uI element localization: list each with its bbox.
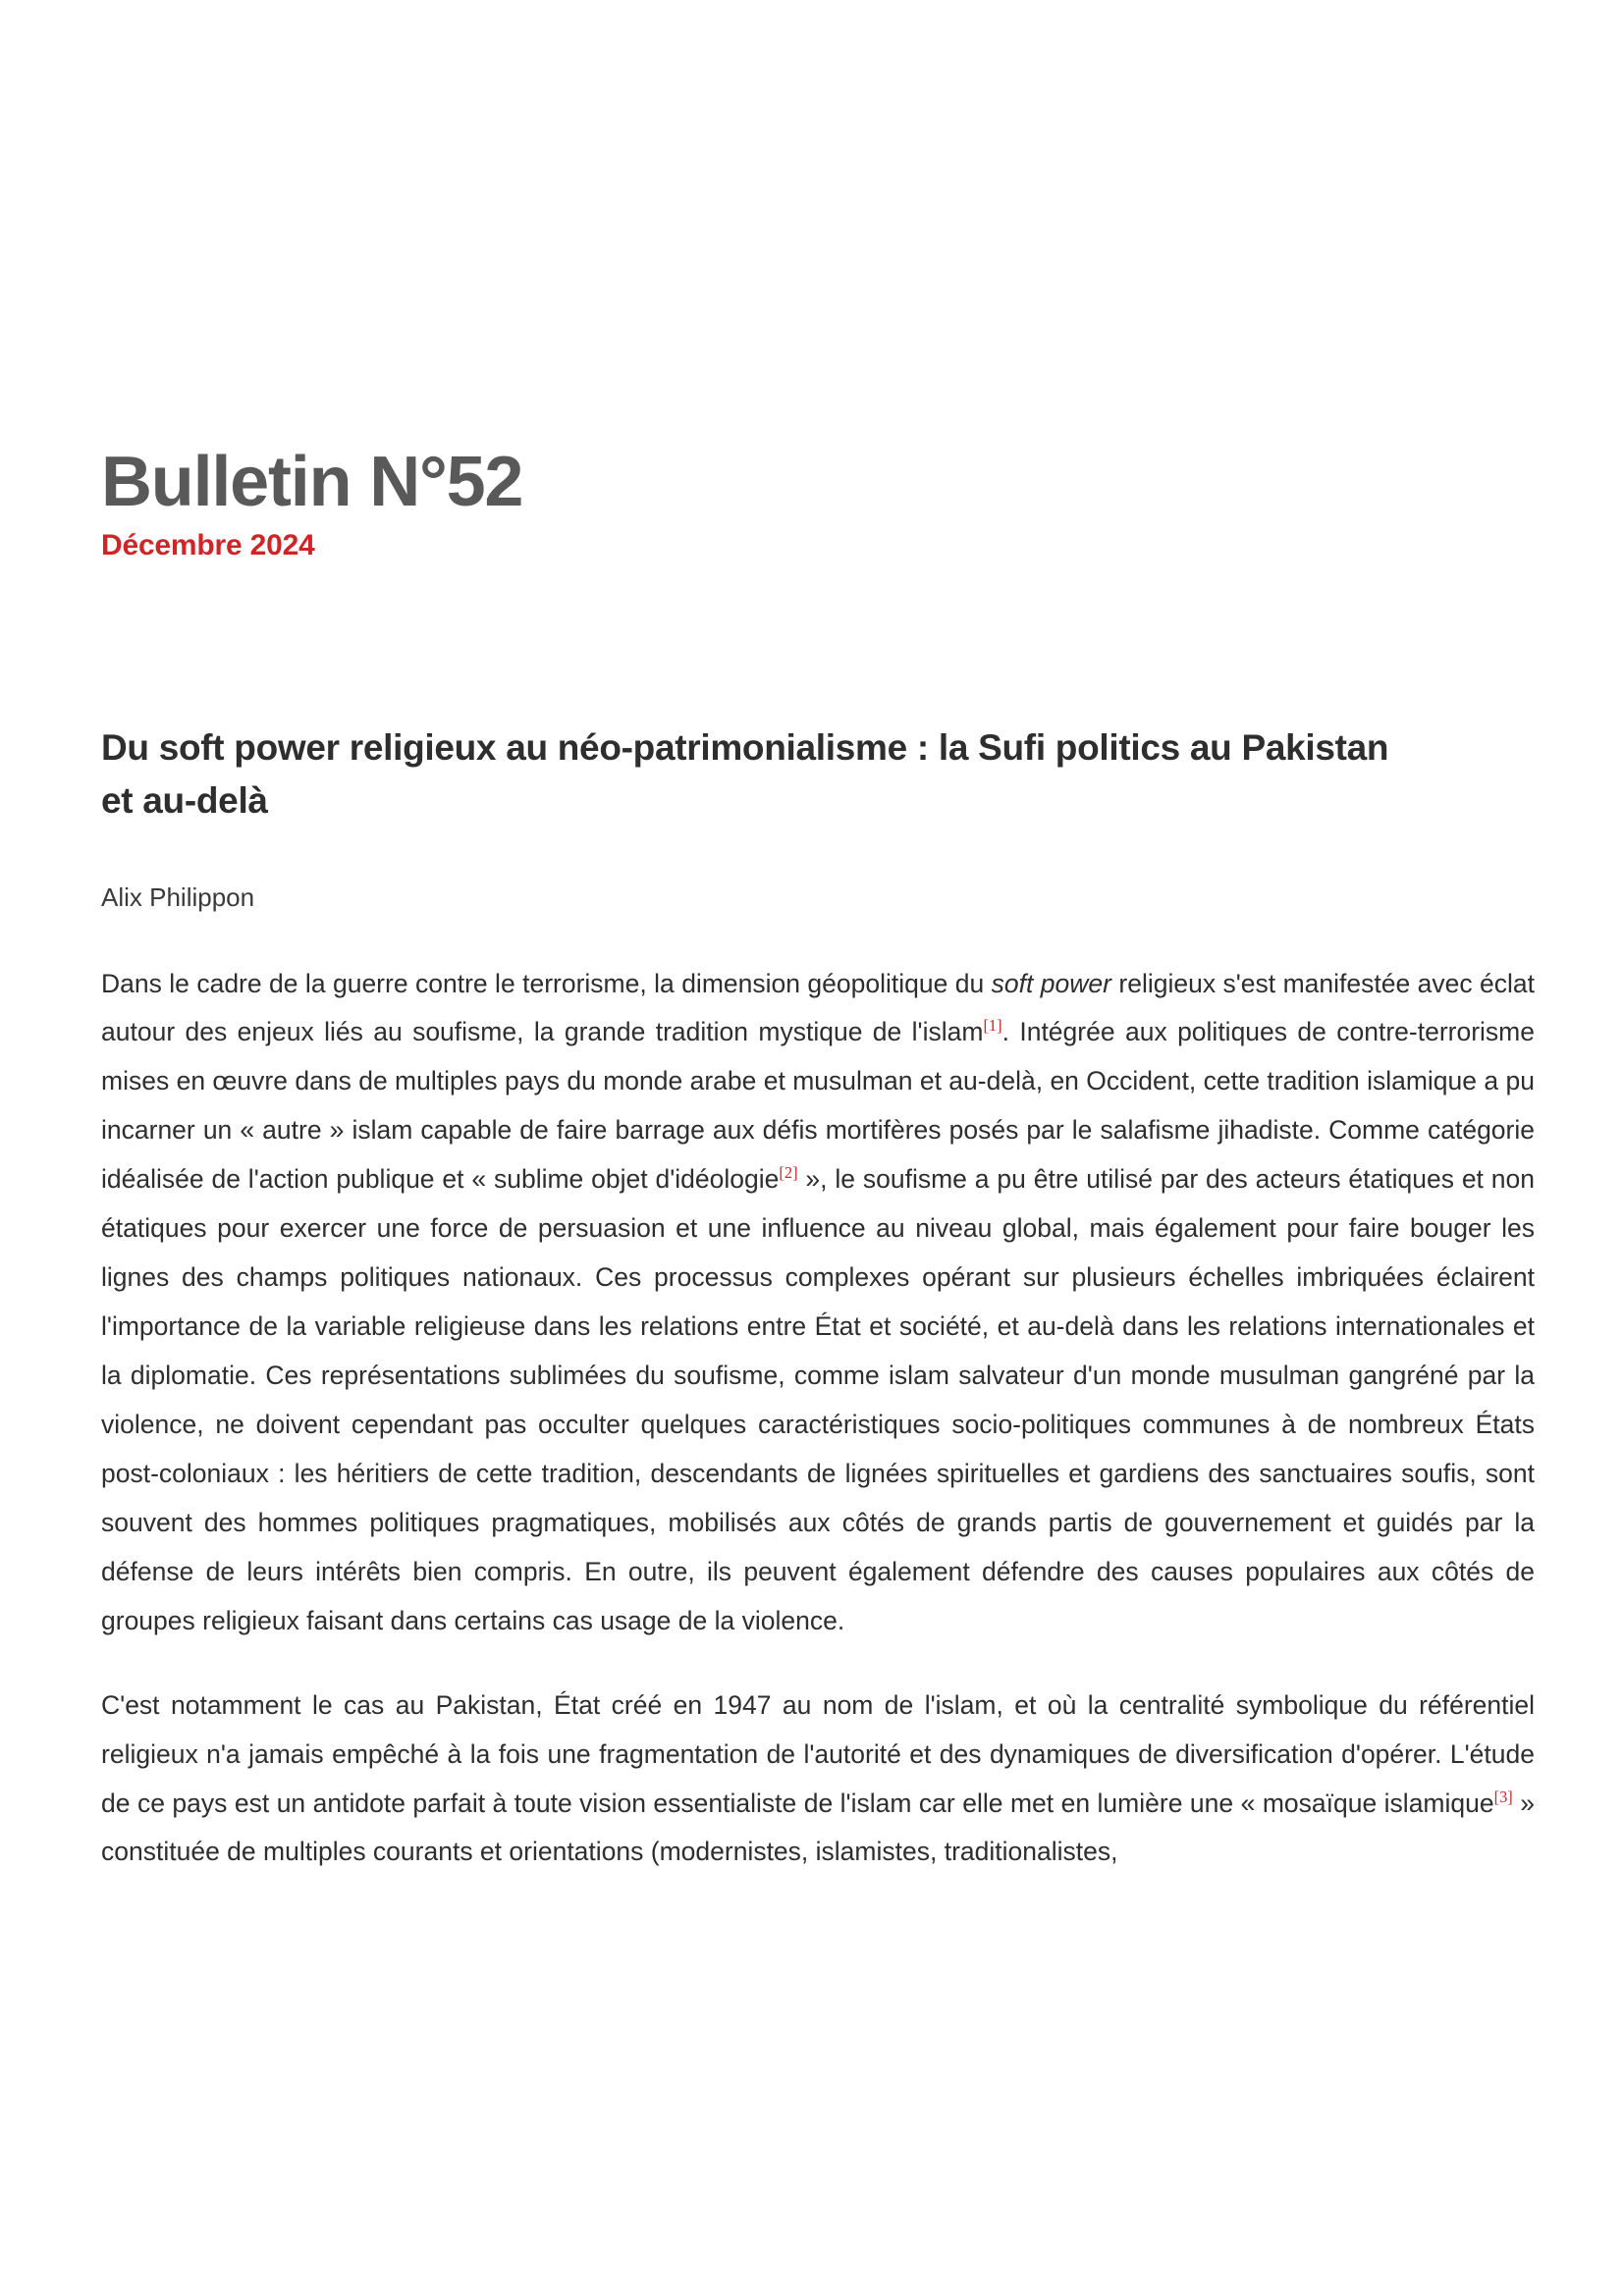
footnote-reference[interactable]: [1] bbox=[983, 1016, 1002, 1036]
bulletin-title: Bulletin N°52 bbox=[101, 443, 523, 521]
paragraph-text: C'est notamment le cas au Pakistan, État créé en 1947 au nom de l'islam, et où la centralité symbolique du référentiel religieux n'a jamais empêché à la fois une fragmentation de l'autorité et des dynamiques de diversification d'opérer. L'étude de ce pays est un antidote parfait à toute vision essentialiste de l'islam car elle met en lumière une « mosaïque islamique bbox=[101, 1689, 1535, 1818]
article-title: Du soft power religieux au néo-patrimonialisme : la Sufi politics au Pakistan et au-delà bbox=[101, 727, 1389, 822]
paragraph-text: Dans le cadre de la guerre contre le terrorisme, la dimension géopolitique du bbox=[101, 968, 992, 998]
bulletin-date: Décembre 2024 bbox=[101, 529, 315, 561]
footnote-reference[interactable]: [3] bbox=[1493, 1787, 1513, 1806]
masthead bbox=[101, 443, 1535, 561]
footnote-reference[interactable]: [2] bbox=[779, 1163, 798, 1183]
article-author: Alix Philippon bbox=[101, 881, 255, 912]
paragraph-text: », le soufisme a pu être utilisé par des acteurs étatiques et non étatiques pour exercer une force de persuasion et une influence au niveau global, mais également pour faire bouger les lignes des champs politiques nationaux. Ces processus complexes opérant sur plusieurs échelles imbriquées éclairent l'importance de la variable religieuse dans les relations entre État et société, et au-delà dans les relations internationales et la diplomatie. Ces représentations sublimées du soufisme, comme islam salvateur d'un monde musulman gangréné par la violence, ne doivent cependant pas occulter quelques caractéristiques socio-politiques communes à de nombreux États post-coloniaux : les héritiers de cette tradition, descendants de lignées spirituelles et gardiens des sanctuaires soufis, sont souvent des hommes politiques pragmatiques, mobilisés aux côtés de grands partis de gouvernement et guidés par la défense de leurs intérêts bien compris. En outre, ils peuvent également défendre des causes populaires aux côtés de groupes religieux faisant dans certains cas usage de la violence. bbox=[101, 1164, 1535, 1635]
body-paragraph bbox=[101, 960, 1535, 1646]
body-paragraph bbox=[101, 1682, 1535, 1878]
paragraph-text: » constituée de multiples courants et orientations (modernistes, islamistes, traditionalistes, bbox=[101, 1788, 1535, 1867]
article bbox=[101, 721, 1535, 1877]
paragraph-text: . Intégrée aux politiques de contre-terrorisme mises en œuvre dans de multiples pays du monde arabe et musulman et au-delà, en Occident, cette tradition islamique a pu incarner un « autre » islam capable de faire barrage aux défis mortifères posés par le salafisme jihadiste. Comme catégorie idéalisée de l'action publique et « sublime objet d'idéologie bbox=[101, 1017, 1535, 1195]
paragraph-text: religieux s'est manifestée avec éclat autour des enjeux liés au soufisme, la grande tradition mystique de l'islam bbox=[101, 968, 1535, 1047]
emphasis-text: soft power bbox=[991, 968, 1111, 998]
article-body bbox=[101, 960, 1535, 1878]
